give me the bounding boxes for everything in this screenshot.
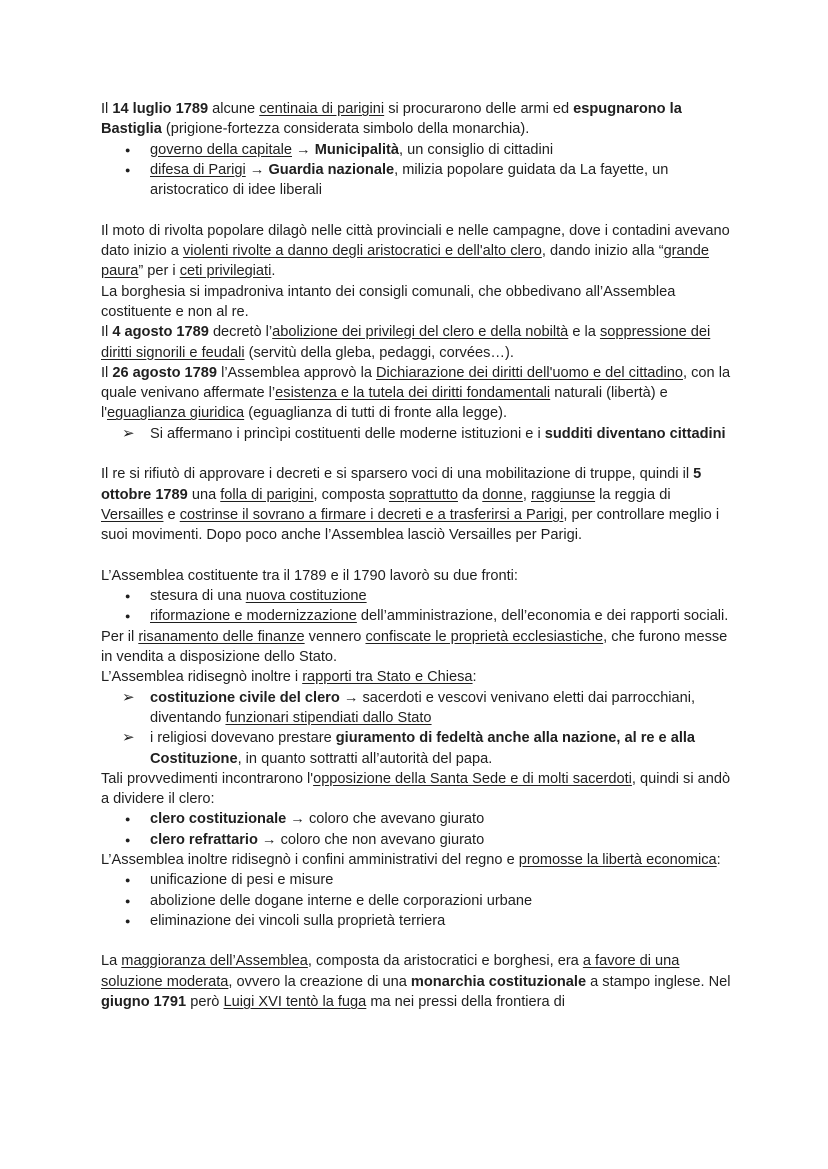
date-bold: 4 agosto 1789 bbox=[112, 324, 209, 341]
paragraph-5-ottobre bbox=[101, 464, 733, 545]
underlined-text: folla di parigini bbox=[220, 486, 314, 503]
arrow-list bbox=[101, 424, 733, 444]
paragraph-opposizione bbox=[101, 769, 733, 810]
underlined-text: Dichiarazione dei diritti dell'uomo e del cittadino bbox=[376, 364, 684, 381]
paragraph-confini bbox=[101, 850, 733, 870]
text: ” per i bbox=[138, 263, 180, 280]
text: L’Assemblea inoltre ridisegnò i confini amministrativi del regno e bbox=[101, 851, 519, 868]
paragraph-stato-chiesa bbox=[101, 667, 733, 687]
arrow-icon: → bbox=[291, 141, 315, 158]
text: Il bbox=[101, 364, 113, 381]
underlined-text: soprattutto bbox=[388, 486, 458, 503]
list-item bbox=[101, 688, 733, 729]
list-item bbox=[101, 586, 733, 606]
bold-text: Municipalità bbox=[314, 141, 400, 158]
text: ma nei pressi della frontiera di bbox=[366, 994, 566, 1011]
underlined-text: soppressione dei diritti signorili e feudali bbox=[101, 324, 711, 361]
paragraph-4-agosto bbox=[101, 322, 733, 363]
underlined-text: maggioranza dell’Assemblea bbox=[121, 953, 308, 970]
bold-text: Guardia nazionale bbox=[268, 161, 395, 178]
underlined-text: eguaglianza giuridica bbox=[107, 405, 245, 422]
bold-text: giuramento di fedeltà anche alla nazione, al re e alla Costituzione bbox=[150, 730, 696, 767]
bullet-list bbox=[101, 809, 733, 850]
text: → coloro che avevano giurato bbox=[286, 811, 485, 828]
underlined-text: abolizione dei privilegi del clero e della nobiltà bbox=[272, 324, 569, 341]
text: , ovvero la creazione di una bbox=[228, 973, 411, 990]
text: : bbox=[472, 669, 477, 686]
underlined-text: riformazione e modernizzazione bbox=[150, 608, 357, 625]
underlined-text: violenti rivolte a danno degli aristocratici e dell'alto clero bbox=[182, 243, 542, 260]
text: , quindi si andò a dividere il clero: bbox=[101, 770, 731, 808]
text: decretò l’ bbox=[208, 324, 273, 341]
underlined-text: rapporti tra Stato e Chiesa bbox=[302, 669, 473, 686]
list-item: ● abolizione delle dogane interne e delle corporazioni urbane bbox=[101, 891, 733, 911]
text: , bbox=[522, 486, 531, 503]
bold-text: clero refrattario bbox=[150, 831, 258, 848]
text: (servitù della gleba, pedaggi, corvées…). bbox=[244, 344, 514, 361]
list-item bbox=[101, 140, 733, 160]
list-item: ● eliminazione dei vincoli sulla proprietà terriera bbox=[101, 911, 733, 931]
list-item bbox=[101, 424, 733, 444]
date-bold: 26 agosto 1789 bbox=[112, 364, 218, 381]
underlined-text: donne bbox=[482, 486, 523, 503]
paragraph-26-agosto bbox=[101, 363, 733, 424]
text: , un consiglio di cittadini bbox=[399, 141, 554, 158]
underlined-text: centinaia di parigini bbox=[259, 101, 385, 117]
bullet-list bbox=[101, 870, 733, 931]
bold-text: monarchia costituzionale bbox=[410, 973, 587, 990]
text: e bbox=[163, 506, 180, 523]
underlined-text: opposizione della Santa Sede e di molti sacerdoti bbox=[313, 770, 632, 787]
underlined-text: nuova costituzione bbox=[245, 588, 367, 605]
paragraph-borghesia: La borghesia si impadroniva intanto dei consigli comunali, che obbedivano all’Assemblea costituente e non al re. bbox=[101, 283, 676, 320]
text: stesura di una bbox=[150, 588, 246, 605]
text: → sacerdoti e vescovi venivano eletti dai parrocchiani, diventando bbox=[150, 689, 696, 726]
text: , milizia popolare guidata da La fayette, un aristocratico di idee liberali bbox=[150, 161, 669, 199]
text: Si affermano i princìpi costituenti delle moderne istituzioni e i bbox=[150, 425, 545, 442]
date-bold: 14 luglio 1789 bbox=[112, 101, 209, 117]
text: Il moto di rivolta popolare dilagò nelle città provinciali e nelle campagne, dove i contadini avevano dato inizio a bbox=[101, 222, 730, 260]
list-item bbox=[101, 606, 733, 626]
text: naturali (libertà) e l' bbox=[101, 385, 668, 422]
underlined-text: Versailles bbox=[101, 506, 164, 523]
text: La bbox=[101, 953, 122, 970]
text: , dando inizio alla “ bbox=[541, 243, 664, 260]
blank-line bbox=[101, 931, 733, 951]
underlined-text: promosse la libertà economica bbox=[518, 851, 717, 868]
text: una bbox=[187, 486, 221, 503]
underlined-text: a favore di una soluzione moderata bbox=[101, 953, 680, 990]
underlined-text: confiscate le proprietà ecclesiastiche bbox=[365, 628, 604, 645]
underlined-text: funzionari stipendiati dallo Stato bbox=[225, 709, 432, 726]
date-bold: giugno 1791 bbox=[101, 994, 187, 1011]
text: , in quanto sottratti all’autorità del papa. bbox=[237, 750, 493, 767]
text: da bbox=[457, 486, 483, 503]
bold-text: sudditi diventano cittadini bbox=[544, 425, 726, 442]
text: alcune bbox=[208, 101, 260, 117]
text: l’Assemblea approvò la bbox=[217, 364, 377, 381]
text: dell’amministrazione, dell’economia e dei rapporti sociali. bbox=[356, 608, 729, 625]
text: e la bbox=[568, 324, 600, 341]
blank-line bbox=[101, 200, 733, 220]
text: Il bbox=[101, 324, 113, 341]
text: , composta da aristocratici e borghesi, era bbox=[307, 953, 583, 970]
text: vennero bbox=[304, 628, 366, 645]
blank-line bbox=[101, 444, 733, 464]
text: i religiosi dovevano prestare bbox=[150, 730, 336, 747]
paragraph-finanze bbox=[101, 627, 733, 668]
list-item bbox=[101, 728, 733, 769]
bullet-list bbox=[101, 140, 733, 201]
text: si procurarono delle armi ed bbox=[384, 101, 574, 117]
text: L’Assemblea ridisegnò inoltre i bbox=[101, 669, 303, 686]
bold-text: clero costituzionale bbox=[150, 811, 287, 828]
underlined-text: raggiunse bbox=[531, 486, 596, 503]
underlined-text: grande paura bbox=[101, 243, 710, 280]
text: → coloro che non avevano giurato bbox=[257, 831, 485, 848]
document-body bbox=[101, 99, 733, 1012]
bold-text: costituzione civile del clero bbox=[150, 689, 340, 706]
list-item: ● unificazione di pesi e misure bbox=[101, 870, 733, 890]
text: , che furono messe in vendita a disposizione dello Stato. bbox=[101, 628, 728, 666]
text: Tali provvedimenti incontrarono l' bbox=[101, 770, 314, 787]
list-item bbox=[101, 830, 733, 850]
arrow-icon: → bbox=[245, 161, 269, 178]
underlined-text: risanamento delle finanze bbox=[138, 628, 305, 645]
blank-line bbox=[101, 546, 733, 566]
list-item bbox=[101, 809, 733, 829]
text: Per il bbox=[101, 628, 139, 645]
text: a stampo inglese. Nel bbox=[586, 973, 731, 990]
text: però bbox=[186, 994, 224, 1011]
paragraph-rivolta bbox=[101, 221, 733, 282]
bullet-list bbox=[101, 586, 733, 627]
text: , per controllare meglio i suoi movimenti. Dopo poco anche l’Assemblea lasciò Versailles per Parigi. bbox=[101, 506, 720, 544]
paragraph-due-fronti: L’Assemblea costituente tra il 1789 e il 1790 lavorò su due fronti: bbox=[101, 567, 518, 584]
list-item bbox=[101, 160, 733, 201]
bold-text: espugnarono la Bastiglia bbox=[101, 101, 682, 138]
text: , composta bbox=[313, 486, 389, 503]
date-bold: 5 ottobre 1789 bbox=[101, 466, 702, 503]
text: la reggia di bbox=[595, 486, 671, 503]
underlined-text: esistenza e la tutela dei diritti fondamentali bbox=[275, 385, 551, 402]
underlined-text: ceti privilegiati bbox=[179, 263, 272, 280]
underlined-text: difesa di Parigi bbox=[150, 161, 246, 178]
text: Il bbox=[101, 101, 113, 117]
arrow-list bbox=[101, 688, 733, 769]
text: Il re si rifiutò di approvare i decreti e si sparsero voci di una mobilitazione di truppe, quindi il bbox=[101, 466, 694, 483]
text: , con la quale venivano affermate l’ bbox=[101, 364, 731, 402]
text: (eguaglianza di tutti di fronte alla legge). bbox=[244, 405, 508, 422]
paragraph-maggioranza bbox=[101, 951, 733, 1012]
underlined-text: governo della capitale bbox=[150, 141, 292, 158]
paragraph-bastiglia bbox=[101, 99, 733, 140]
underlined-text: costrinse il sovrano a firmare i decreti e a trasferirsi a Parigi bbox=[179, 506, 564, 523]
text: : bbox=[716, 851, 721, 868]
underlined-text: Luigi XVI tentò la fuga bbox=[223, 994, 367, 1011]
text: . bbox=[271, 263, 276, 280]
text: (prigione-fortezza considerata simbolo della monarchia). bbox=[161, 121, 530, 138]
